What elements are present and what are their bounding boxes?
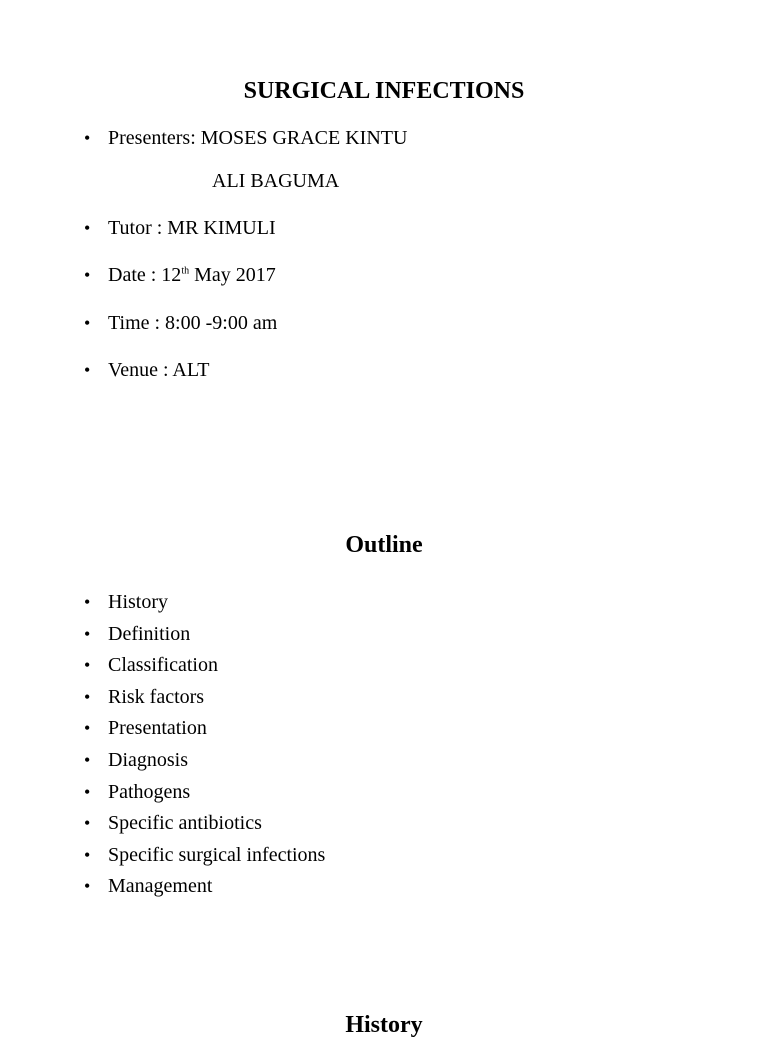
bullet-icon: • — [84, 360, 91, 380]
time-text: Time : 8:00 -9:00 am — [108, 312, 278, 334]
venue-text: Venue : ALT — [108, 359, 210, 381]
bullet-icon: • — [84, 592, 91, 612]
outline-item-label: Specific antibiotics — [108, 812, 262, 835]
bullet-icon: • — [84, 750, 91, 770]
outline-item — [84, 685, 204, 709]
presenters-line — [84, 126, 407, 150]
date-prefix: Date : 12 — [108, 264, 182, 286]
presenters-second: ALI BAGUMA — [212, 170, 340, 192]
venue-line — [84, 358, 209, 382]
time-line — [84, 311, 277, 335]
outline-item — [84, 590, 168, 614]
outline-item — [84, 843, 325, 867]
bullet-icon: • — [84, 718, 91, 739]
bullet-icon: • — [84, 265, 91, 285]
bullet-icon: • — [84, 623, 91, 644]
history-title: History — [345, 1012, 423, 1038]
outline-item-label: Pathogens — [108, 780, 191, 803]
bullet-icon: • — [84, 813, 91, 834]
bullet-icon: • — [84, 313, 91, 333]
date-rest: May 2017 — [189, 264, 276, 286]
tutor-text: Tutor : MR KIMULI — [108, 217, 276, 239]
outline-item-label: Diagnosis — [108, 749, 188, 771]
date-line — [84, 263, 276, 287]
bullet-icon: • — [84, 686, 91, 707]
outline-item-label: Specific surgical infections — [108, 843, 326, 866]
outline-title: Outline — [345, 532, 423, 558]
outline-item-label: Risk factors — [108, 685, 205, 708]
outline-item — [84, 811, 262, 835]
outline-item-label: Management — [108, 875, 213, 898]
outline-item — [84, 874, 212, 898]
outline-item — [84, 653, 218, 677]
bullet-icon: • — [84, 128, 91, 148]
bullet-icon: • — [84, 218, 91, 238]
outline-item-label: Presentation — [108, 717, 207, 740]
outline-item-label: History — [108, 591, 168, 613]
bullet-icon: • — [84, 876, 91, 897]
outline-item — [84, 622, 190, 646]
presenters-text: Presenters: MOSES GRACE KINTU — [108, 127, 408, 149]
outline-item — [84, 780, 190, 804]
outline-item — [84, 748, 188, 772]
bullet-icon: • — [84, 844, 91, 865]
outline-item — [84, 716, 207, 740]
outline-item-label: Definition — [108, 622, 191, 645]
outline-item-label: Classification — [108, 654, 218, 677]
page-title: SURGICAL INFECTIONS — [243, 78, 525, 104]
date-ordinal: th — [181, 265, 190, 277]
bullet-icon: • — [84, 781, 91, 802]
bullet-icon: • — [84, 655, 91, 676]
tutor-line — [84, 216, 276, 240]
